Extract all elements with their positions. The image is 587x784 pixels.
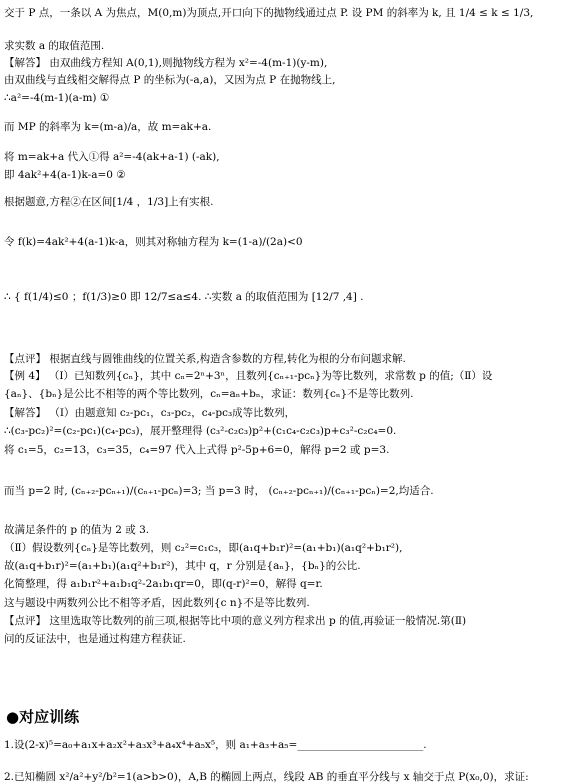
text-line: 故(a₁q+b₁r)²=(a₁+b₁)(a₁q²+b₁r²)，其中 q，r 分别是{aₙ}，{bₙ}的公比. — [4, 560, 361, 572]
text-line: ∴(c₃-pc₂)²=(c₂-pc₁)(c₄-pc₃)，展开整理得 (c₃²-c₂c₃)p²+(c₁c₄-c₂c₃)p+c₃²-c₂c₄=0. — [4, 425, 397, 437]
text-line: 【例 4】 （Ⅰ）已知数列{cₙ}，其中 cₙ=2ⁿ+3ⁿ，且数列{cₙ₊₁-pcₙ}为等比数列，求常数 p 的值;（Ⅱ）设 — [4, 370, 493, 382]
text-line: 问的反证法中，也是通过构建方程获证. — [4, 633, 186, 645]
text-line: 而当 p=2 时, (cₙ₊₂-pcₙ₊₁)/(cₙ₊₁-pcₙ)=3; 当 p=3 时， (cₙ₊₂-pcₙ₊₁)/(cₙ₊₁-pcₙ)=2,均适合. — [4, 485, 434, 497]
text-line: ∴ { f(1/4)≤0 ；f(1/3)≥0 即 12/7≤a≤4. ∴实数 a 的取值范围为 [12/7 ,4] . — [4, 291, 364, 303]
text-line: 求实数 a 的取值范围. — [4, 40, 105, 52]
text-line: 【解答】 （Ⅰ）由题意知 c₂-pc₁，c₃-pc₂，c₄-pc₃成等比数列， — [4, 407, 296, 419]
text-line: 令 f(k)=4ak²+4(a-1)k-a，则其对称轴方程为 k=(1-a)/(2a)<0 — [4, 236, 303, 248]
text-line: 根据题意,方程②在区间[1/4 ，1/3]上有实根. — [4, 196, 214, 208]
text-line: 这与题设中两数列公比不相等矛盾，因此数列{c n}不是等比数列. — [4, 597, 310, 609]
text-line: 将 c₁=5，c₂=13，c₃=35，c₄=97 代入上式得 p²-5p+6=0，解得 p=2 或 p=3. — [4, 444, 390, 456]
text-line: 2.已知椭圆 x²/a²+y²/b²=1(a>b>0)，A,B 的椭圆上两点，线段 AB 的垂直平分线与 x 轴交于点 P(x₀,0)，求证: — [4, 771, 529, 783]
section-title: ●对应训练 — [6, 708, 80, 726]
text-line: 故满足条件的 p 的值为 2 或 3. — [4, 524, 150, 536]
text-line: 将 m=ak+a 代入①得 a²=-4(ak+a-1) (-ak), — [4, 151, 220, 163]
text-line: （Ⅱ）假设数列{cₙ}是等比数列，则 c₂²=c₁c₃，即(a₁q+b₁r)²=(a₁+b₁)(a₁q²+b₁r²), — [4, 542, 403, 554]
text-line: {aₙ}、{bₙ}是公比不相等的两个等比数列，cₙ=aₙ+bₙ，求证：数列{cₙ}不是等比数列. — [4, 388, 414, 400]
text-line: 【点评】 这里选取等比数列的前三项,根据等比中项的意义列方程求出 p 的值,再验证一般情况.第(Ⅱ) — [4, 615, 467, 627]
text-line: ∴a²=-4(m-1)(a-m) ① — [4, 92, 110, 104]
text-line: 1.设(2-x)⁵=a₀+a₁x+a₂x²+a₃x³+a₄x⁴+a₅x⁵，则 a₁+a₃+a₅=________________________. — [4, 739, 427, 751]
text-line: 【点评】 根据直线与圆锥曲线的位置关系,构造含参数的方程,转化为根的分布问题求解. — [4, 353, 406, 365]
text-line: 而 MP 的斜率为 k=(m-a)/a，故 m=ak+a. — [4, 121, 212, 133]
text-line: 交于 P 点，一条以 A 为焦点，M(0,m)为顶点,开口向下的抛物线通过点 P. 设 PM 的斜率为 k, 且 1/4 ≤ k ≤ 1/3, — [4, 7, 534, 19]
text-line: 【解答】 由双曲线方程知 A(0,1),则抛物线方程为 x²=-4(m-1)(y-m), — [4, 57, 328, 69]
text-line: 化简整理，得 a₁b₁r²+a₁b₁q²-2a₁b₁qr=0，即(q-r)²=0，解得 q=r. — [4, 578, 323, 590]
text-line: 由双曲线与直线相交解得点 P 的坐标为(-a,a)，又因为点 P 在抛物线上, — [4, 74, 336, 86]
text-line: 即 4ak²+4(a-1)k-a=0 ② — [4, 169, 126, 181]
